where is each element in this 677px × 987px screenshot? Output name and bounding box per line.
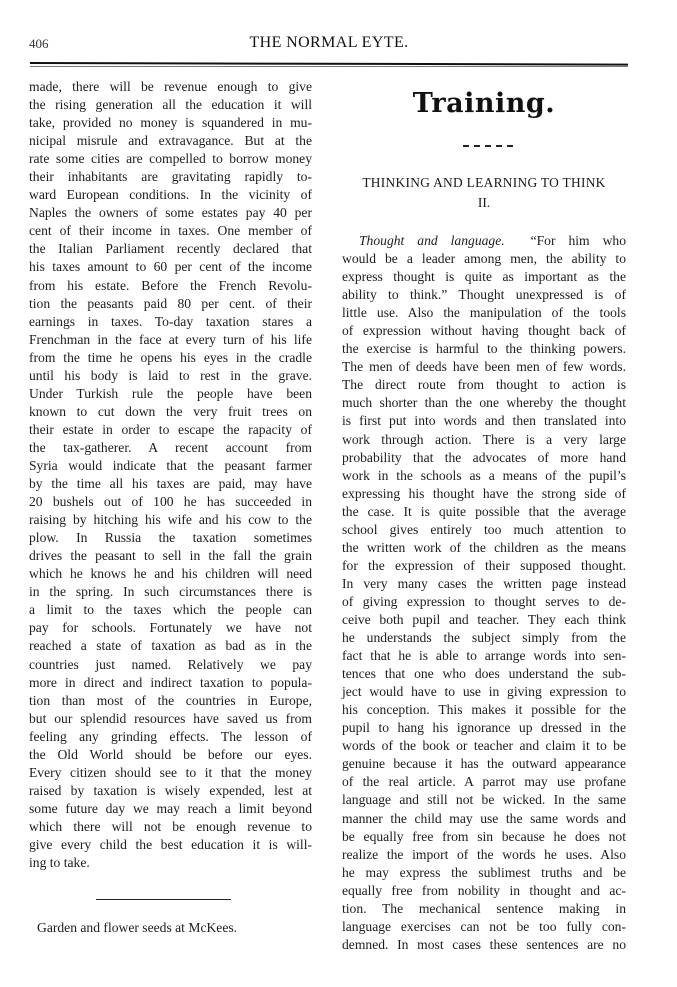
text-line: Naples the owners of some estates pay 40 per [29,205,312,221]
lead-italic: Thought and language. [359,233,505,248]
text-line: tences that one who does understand the sub- [342,666,626,682]
text-line: give every child the best education it is will- [29,836,312,852]
text-line: tion. The mechanical sentence making in [342,900,626,916]
text-line: words of the book or teacher and claim it to be [342,738,626,754]
text-line: his conception. This makes it possible for the [342,702,626,718]
text-line: probability that the advocates of more hand [342,449,626,465]
text-line: of expression without having thought back of [342,323,626,339]
text-line: equally free from nobility in thought and ac- [342,882,626,898]
text-line: drives the peasant to sell in the fall the grain [29,548,312,564]
text-line: from the time he opens his eyes in the cradle [29,349,312,365]
text-line: work through action. There is a very large [342,431,626,447]
text-line: ability to think.” Thought unexpressed is of [342,287,626,303]
text-line: but our splendid resources have saved us from [29,710,312,726]
text-line: he may express the sublimest truths and be [342,864,626,880]
text-line: of giving expression to thought serves to de- [342,593,626,609]
text-line: school gives entirely too much attention to [342,521,626,537]
text-line: tion the peasants paid 80 per cent. of their [29,295,312,311]
text-line: which there will not be enough revenue to [29,818,312,834]
text-line: work in the schools as a means of the pupil’s [342,467,626,483]
text-line: from his estate. Before the French Revolu- [29,277,312,293]
text-line: In very many cases the written page instead [342,575,626,591]
text-line: ject would have to use in giving expression to [342,684,626,700]
page-header [29,30,629,60]
text-line: expressing his thought have the strong side of [342,485,626,501]
text-line: is first put into words and then translated into [342,413,626,429]
text-line: genuine because it has the outward appearance [342,756,626,772]
text-line: take, provided no money is squandered in mu- [29,115,312,131]
text-line: until his body is laid to rest in the grave. [29,367,312,383]
text-line: for the expression of their supposed thought. [342,557,626,573]
text-line: known to cut down the very fruit trees on [29,403,312,419]
text-line: the rising generation all the education it will [29,97,312,113]
text-line: his taxes amount to 60 per cent of the income [29,259,312,275]
text-line: of the real article. A parrot may use profane [342,774,626,790]
text-line: raising by hitching his wife and his cow to the [29,512,312,528]
running-title: THE NORMAL EYTE. [249,34,409,51]
page-number: 406 [29,36,49,51]
dotted-ornament [463,145,513,147]
text-line: tion than most of the countries in Europe, [29,692,312,708]
text-line: ward European conditions. In the vicinity of [29,187,312,203]
text-line: rate some cities are compelled to borrow money [29,151,312,167]
article-title: THINKING AND LEARNING TO THINK [362,175,606,190]
text-line: the tax-gatherer. A recent account from [29,439,312,455]
text-line: little use. Also the manipulation of the tools [342,305,626,321]
text-line: pay for schools. Fortunately we have not [29,620,312,636]
left-column [29,78,312,872]
article-part-number: II. [477,195,491,210]
text-line: raised by taxation is wisely expended, lest at [29,782,312,798]
text-line: 20 bushels out of 100 he has succeeded in [29,494,312,510]
text-line: in the spring. In such circumstances there is [29,584,312,600]
lead-rest: “For him who [530,233,626,248]
text-line: demned. In most cases these sentences are no [342,936,626,952]
text-line: more in direct and indirect taxation to popula- [29,674,312,690]
footer-note: Garden and flower seeds at McKees. [37,920,238,935]
text-line: Under Turkish rule the people have been [29,385,312,401]
text-line: by the time all his taxes are paid, may have [29,476,312,492]
text-line: the Old World should be before our eyes. [29,746,312,762]
text-line: which he knows he and his children will need [29,566,312,582]
text-line: express thought is quite as important as the [342,269,626,285]
text-line: ceive both pupil and teacher. They each think [342,611,626,627]
text-line: earnings in taxes. To-day taxation stares a [29,313,312,329]
section-title: Training. [412,88,556,119]
text-line: the Italian Parliament recently declared that [29,241,312,257]
text-line: Every citizen should see to it that the money [29,764,312,780]
text-line: a limit to the taxes which the people can [29,602,312,618]
text-line: ing to take. [29,855,90,871]
text-line: language and still not be wicked. In the same [342,792,626,808]
text-line: their inhabitants are gravitating rapidly to- [29,169,312,185]
text-line: realize the import of the words he uses. Also [342,846,626,862]
header-rule-thin [30,66,628,67]
text-line: fact that he is able to arrange words into sen- [342,648,626,664]
text-line: made, there will be revenue enough to give [29,79,312,94]
text-line: The men of deeds have been men of few words. [342,359,626,375]
text-line: The direct route from thought to action is [342,377,626,393]
text-line: Syria would indicate that the peasant farmer [29,457,312,473]
text-line: manner the child may use the same words and [342,810,626,826]
text-line: feeling any grinding effects. The lesson of [29,728,312,744]
text-line: much shorter than the one whereby the thought [342,395,626,411]
text-line: Frenchman in the face at every turn of his life [29,331,312,347]
text-line: he understands the subject simply from the [342,630,626,646]
text-line [342,232,626,250]
text-line: reached a state of taxation as bad as in the [29,638,312,654]
text-line: the written work of the children as the means [342,539,626,555]
right-column [342,232,626,954]
text-line: would be a leader among men, the ability to [342,251,626,267]
text-line: their estate in order to escape the rapacity of [29,421,312,437]
text-line: the exercise is harmful to the thinking powers. [342,341,626,357]
text-line: be equally free from sin because he does not [342,828,626,844]
text-line: pupil to hang his ignorance up dressed in the [342,720,626,736]
text-line: the case. It is quite possible that the average [342,503,626,519]
text-line: plow. In Russia the taxation sometimes [29,530,312,546]
text-line: nicipal misrule and extravagance. But at the [29,133,312,149]
text-line: language exercises can not be too fully con- [342,918,626,934]
separator-rule [96,899,231,900]
text-line: cent of their income in taxes. One member of [29,223,312,239]
text-line: some future day we may reach a limit beyond [29,800,312,816]
text-line: countries just named. Relatively we pay [29,656,312,672]
